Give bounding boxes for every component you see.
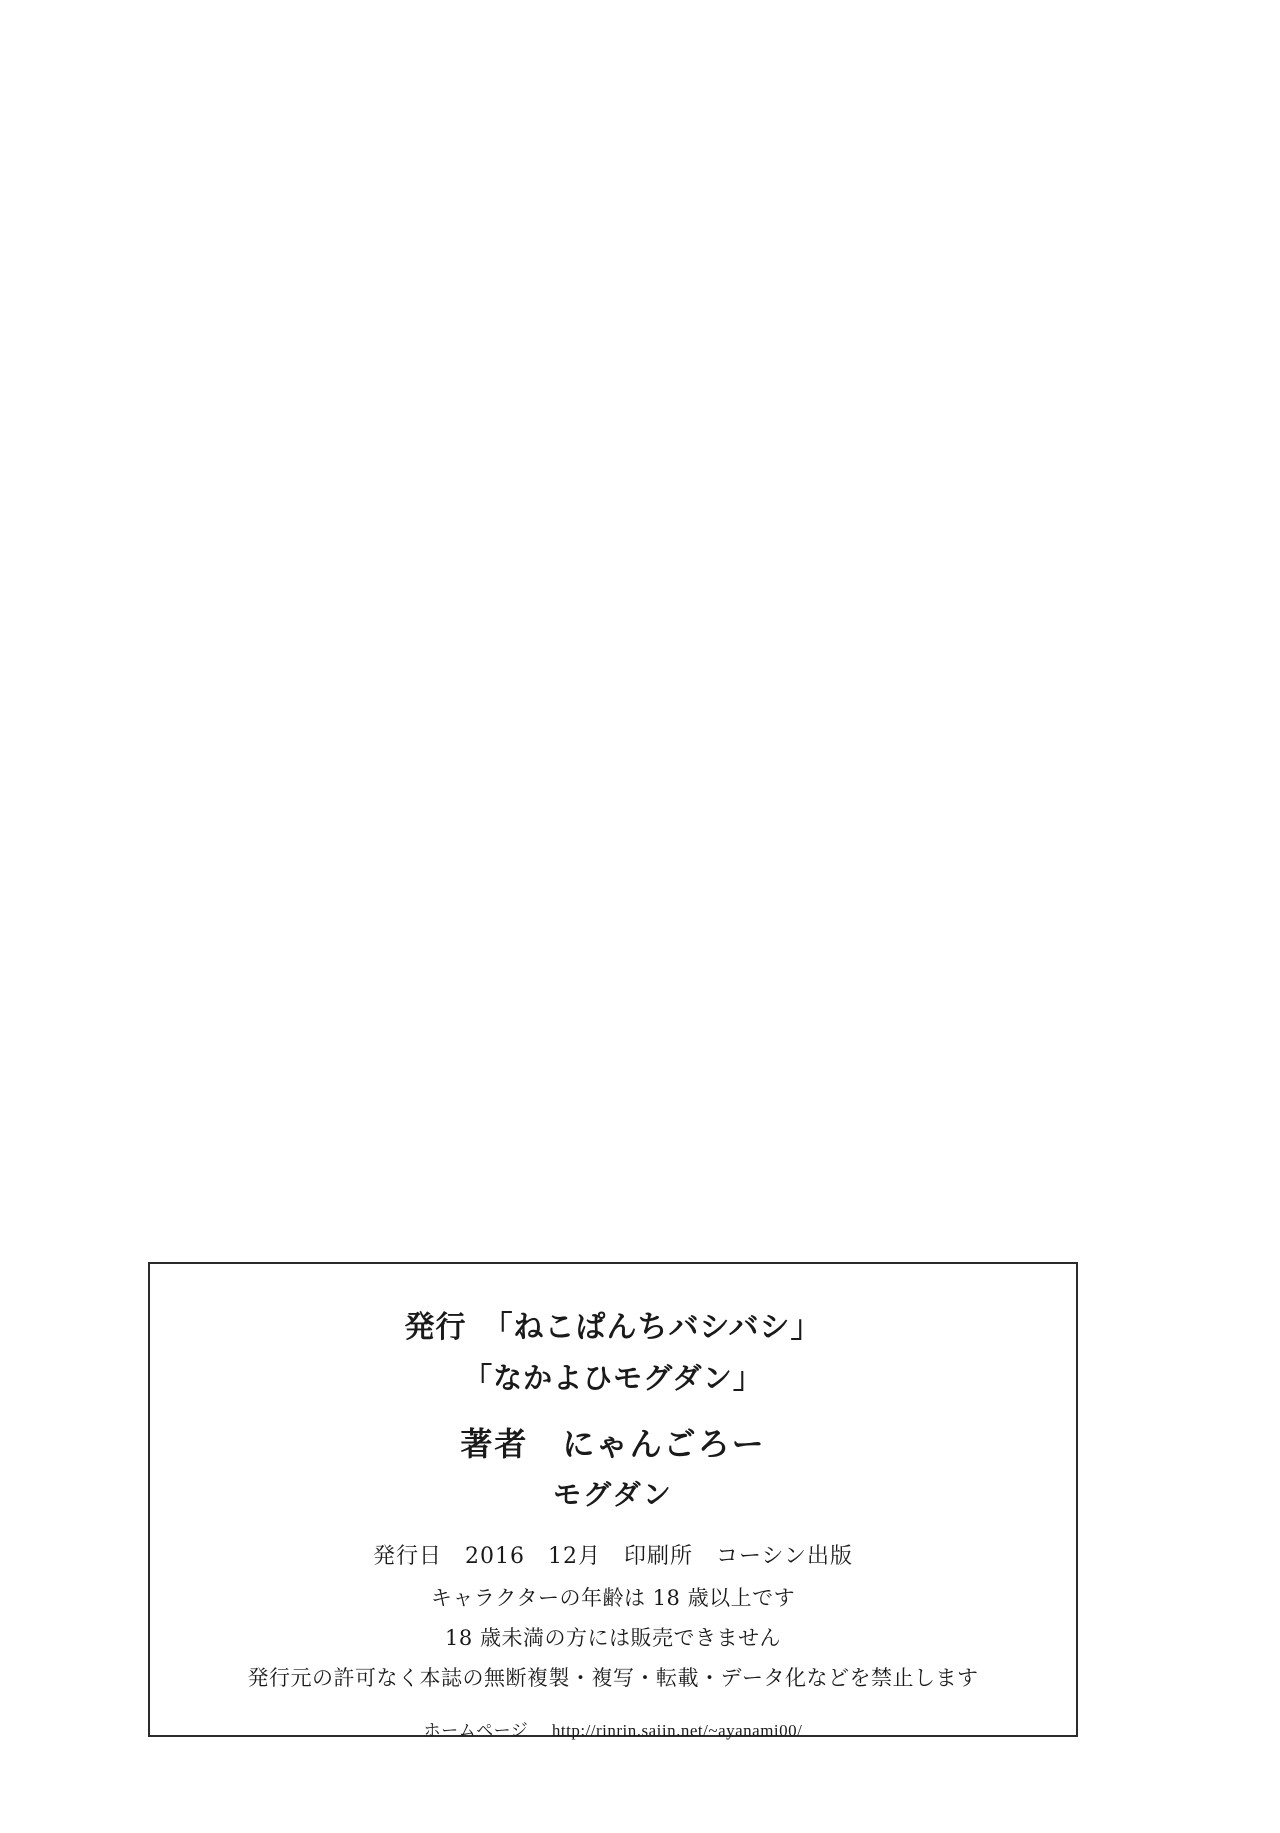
sale-restriction-notice: 18 歳未満の方には販売できません: [445, 1626, 781, 1650]
publication-info: 発行日 2016 12月 印刷所 コーシン出版: [373, 1544, 853, 1569]
colophon-box: [148, 1262, 1078, 1741]
homepage-line: [424, 1716, 803, 1741]
age-notice: キャラクターの年齢は 18 歳以上です: [430, 1586, 796, 1610]
author-line-1: 著者 にゃんごろー: [460, 1425, 766, 1463]
homepage-label: ホームページ: [423, 1721, 529, 1741]
publisher-line-2: 「なかよひモグダン」: [463, 1361, 763, 1395]
homepage-url[interactable]: http://rinrin.saiin.net/~ayanami00/: [551, 1721, 803, 1740]
author-line-2: モグダン: [553, 1478, 673, 1511]
copyright-notice: 発行元の許可なく本誌の無断複製・複写・転載・データ化などを禁止します: [247, 1666, 979, 1690]
publisher-line-1: 発行 「ねこぱんちバシバシ」: [404, 1310, 822, 1345]
